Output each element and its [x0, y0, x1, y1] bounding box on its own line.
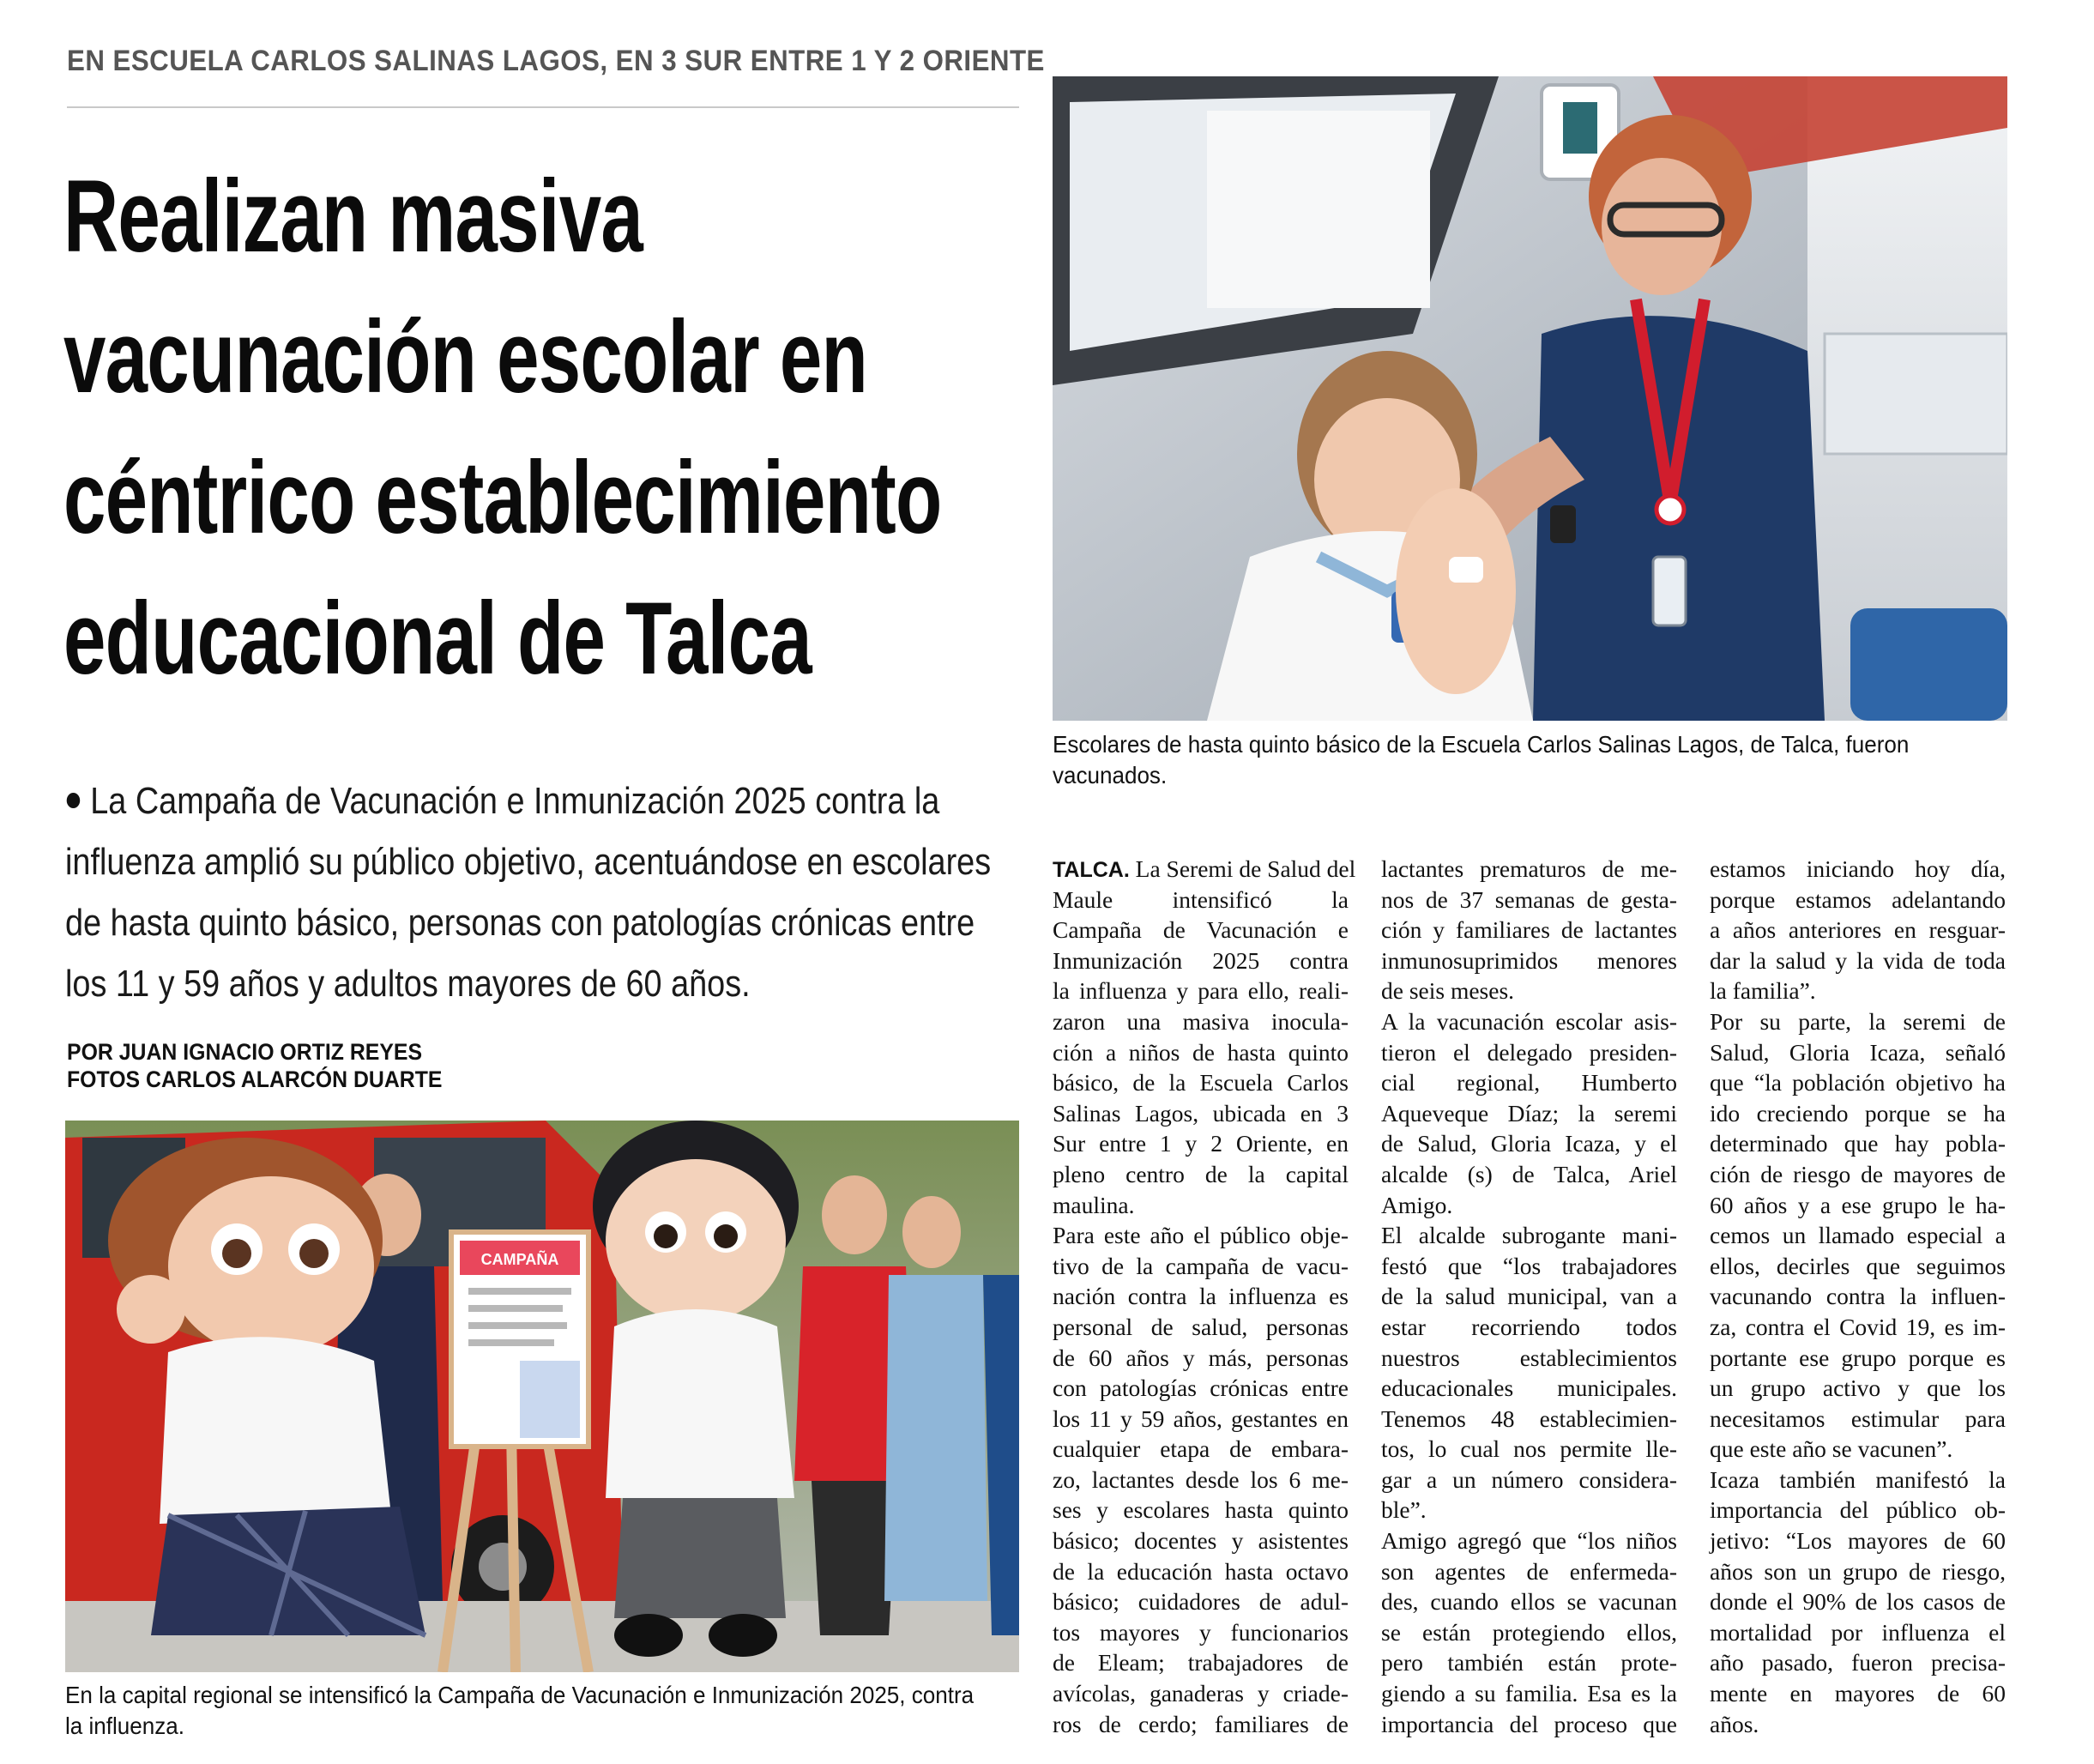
- article-line: tos mayores y funcionarios: [1053, 1618, 1349, 1646]
- article-line: un grupo activo y que los: [1710, 1374, 2006, 1402]
- article-line: ses y escolares hasta quinto: [1053, 1496, 1349, 1524]
- article-line: de seis meses.: [1381, 977, 1515, 1005]
- article-line: ros de cerdo; familiares de: [1053, 1710, 1349, 1737]
- article-line: básico; docentes y asistentes: [1053, 1527, 1349, 1555]
- article-line: nuestros establecimientos: [1381, 1344, 1677, 1371]
- article-line: tieron el delegado presiden-: [1381, 1038, 1677, 1066]
- headline-line: céntrico establecimiento: [63, 440, 942, 555]
- article-line: se están protegiendo ellos,: [1381, 1618, 1677, 1646]
- article-line: dar la salud y la vida de toda: [1710, 946, 2006, 974]
- poster-title: CAMPAÑA: [480, 1251, 559, 1268]
- article-line: básico, de la Escuela Carlos: [1053, 1069, 1349, 1096]
- article-line: estar recorriendo todos: [1381, 1313, 1677, 1340]
- article-column-1: [1053, 854, 1356, 1739]
- article-line: Aqueveque Díaz; la seremi: [1381, 1099, 1677, 1127]
- lead-line: influenza amplió su público objetivo, acentuándose en escolares: [65, 841, 992, 883]
- article-line: Tenemos 48 establecimien-: [1381, 1405, 1677, 1432]
- article-line: de 60 años y más, personas: [1053, 1344, 1349, 1371]
- lead-line-text: La Campaña de Vacunación e Inmunización 2025 contra la: [90, 780, 940, 822]
- article-line: alcalde (s) de Talca, Ariel: [1381, 1160, 1677, 1187]
- article-line: avícolas, ganaderas y criade-: [1053, 1680, 1349, 1707]
- dateline: TALCA.: [1053, 858, 1130, 882]
- article-line: El alcalde subrogante mani-: [1381, 1222, 1677, 1249]
- article-line: donde el 90% de los casos de: [1710, 1588, 2006, 1616]
- article-line: cualquier etapa de embara-: [1053, 1435, 1349, 1463]
- article-line: años.: [1710, 1710, 1759, 1737]
- bottom-photo-caption: [65, 1680, 1019, 1742]
- article-line: zo, lactantes desde los 6 me-: [1053, 1465, 1349, 1493]
- article-column-2: [1381, 854, 1677, 1739]
- article-line: ción de riesgo de mayores de: [1710, 1160, 2006, 1187]
- article-line: Amigo agregó que “los niños: [1381, 1527, 1677, 1555]
- article-line-text: La Seremi de Salud del: [1135, 855, 1356, 882]
- article-line: estamos iniciando hoy día,: [1710, 855, 2006, 882]
- article-line: con patologías crónicas entre: [1053, 1374, 1349, 1402]
- article-line: Para este año el público obje-: [1053, 1222, 1349, 1249]
- article-line: cemos un llamado especial a: [1710, 1222, 2006, 1249]
- article-line: son agentes de enfermeda-: [1381, 1557, 1677, 1585]
- article-line: importancia del proceso que: [1381, 1710, 1677, 1737]
- byline-photos: FOTOS CARLOS ALARCÓN DUARTE: [67, 1066, 443, 1092]
- article-line: Amigo.: [1381, 1191, 1453, 1218]
- article-line: lactantes prematuros de me-: [1381, 855, 1677, 882]
- article-line: maulina.: [1053, 1191, 1135, 1218]
- article-line: Sur entre 1 y 2 Oriente, en: [1053, 1130, 1349, 1157]
- lead-line: los 11 y 59 años y adultos mayores de 60 años.: [65, 963, 751, 1005]
- article-line: pleno centro de la capital: [1053, 1160, 1349, 1187]
- article-line: pero también están prote-: [1381, 1649, 1677, 1676]
- bullet-icon: [67, 793, 80, 808]
- article-line: personal de salud, personas: [1053, 1313, 1349, 1340]
- headline: [63, 146, 1024, 709]
- mascots-photo: [65, 1121, 1019, 1672]
- article-line: des, cuando ellos se vacunan: [1381, 1588, 1677, 1616]
- article-line: años son un grupo de riesgo,: [1710, 1557, 2006, 1585]
- vaccination-photo-illustration: [1053, 76, 2007, 721]
- kicker-divider: [67, 106, 1019, 108]
- lead-line: [65, 770, 940, 831]
- article-line: Icaza también manifestó la: [1710, 1465, 2006, 1493]
- article-line: [1053, 854, 1356, 885]
- article-line: nación contra la influenza es: [1053, 1283, 1349, 1310]
- article-line: de Salud, Gloria Icaza, y el: [1381, 1130, 1677, 1157]
- article-line: que este año se vacunen”.: [1710, 1435, 1953, 1463]
- article-line: A la vacunación escolar asis-: [1381, 1007, 1677, 1035]
- headline-line: vacunación escolar en: [63, 299, 868, 414]
- article-line: 60 años y a ese grupo le ha-: [1710, 1191, 2006, 1218]
- article-line: festó que “los trabajadores: [1381, 1252, 1677, 1279]
- article-line: zaron una masiva inocula-: [1053, 1007, 1349, 1035]
- headline-line: Realizan masiva: [63, 159, 643, 274]
- article-line: ción y familiares de lactantes: [1381, 916, 1677, 944]
- caption-line: Escolares de hasta quinto básico de la Escuela Carlos Salinas Lagos, de Talca, fueron: [1053, 731, 1910, 758]
- lead-paragraph: [65, 770, 1026, 1014]
- article-line: portante ese grupo porque es: [1710, 1344, 2006, 1371]
- article-line: de Eleam; trabajadores de: [1053, 1649, 1349, 1676]
- caption-line: vacunados.: [1053, 762, 1168, 788]
- article-line: mortalidad por influenza el: [1710, 1618, 2006, 1646]
- article-line: tivo de la campaña de vacu-: [1053, 1252, 1349, 1279]
- article-line: ellos, decirles que seguimos: [1710, 1252, 2006, 1279]
- article-line: Maule intensificó la: [1053, 885, 1349, 913]
- article-line: porque estamos adelantando: [1710, 885, 2006, 913]
- article-line: Salud, Gloria Icaza, señaló: [1710, 1038, 2006, 1066]
- article-line: Salinas Lagos, ubicada en 3: [1053, 1099, 1349, 1127]
- article-line: que “la población objetivo ha: [1710, 1069, 2006, 1096]
- caption-line: En la capital regional se intensificó la Campaña de Vacunación e Inmunización 2025, contra: [65, 1682, 975, 1708]
- article-line: vacunando contra la influen-: [1710, 1283, 2006, 1310]
- section-kicker: EN ESCUELA CARLOS SALINAS LAGOS, EN 3 SUR ENTRE 1 Y 2 ORIENTE: [67, 45, 1045, 77]
- article-line: de la salud municipal, van a: [1381, 1283, 1677, 1310]
- article-line: mente en mayores de 60: [1710, 1680, 2006, 1707]
- article-line: de la educación hasta octavo: [1053, 1557, 1349, 1585]
- mascots-photo-illustration: [65, 1121, 1019, 1672]
- article-line: gar a un número considera-: [1381, 1465, 1677, 1493]
- article-line: la influenza y para ello, reali-: [1053, 977, 1349, 1005]
- article-line: a años anteriores en resguar-: [1710, 916, 2006, 944]
- vaccination-photo: [1053, 76, 2007, 721]
- article-line: Campaña de Vacunación e: [1053, 916, 1349, 944]
- article-line: za, contra el Covid 19, es im-: [1710, 1313, 2006, 1340]
- article-line: giendo a su familia. Esa es la: [1381, 1680, 1677, 1707]
- caption-line: la influenza.: [65, 1713, 184, 1739]
- article-line: los 11 y 59 años, gestantes en: [1053, 1405, 1349, 1432]
- article-line: Inmunización 2025 contra: [1053, 946, 1349, 974]
- article-line: inmunosuprimidos menores: [1381, 946, 1677, 974]
- headline-line: educacional de Talca: [63, 581, 812, 696]
- article-line: básico; cuidadores de adul-: [1053, 1588, 1349, 1616]
- article-line: tos, lo cual nos permite lle-: [1381, 1435, 1677, 1463]
- article-line: necesitamos estimular para: [1710, 1405, 2006, 1432]
- article-line: jetivo: “Los mayores de 60: [1710, 1527, 2006, 1555]
- article-column-3: [1710, 854, 2006, 1739]
- article-line: cial regional, Humberto: [1381, 1069, 1677, 1096]
- article-line: educacionales municipales.: [1381, 1374, 1677, 1402]
- article-line: importancia del público ob-: [1710, 1496, 2006, 1524]
- top-photo-caption: [1053, 729, 2007, 791]
- article-line: ción a niños de hasta quinto: [1053, 1038, 1349, 1066]
- article-line: la familia”.: [1710, 977, 1816, 1005]
- article-line: año pasado, fueron precisa-: [1710, 1649, 2006, 1676]
- article-line: determinado que hay pobla-: [1710, 1130, 2006, 1157]
- article-line: ido creciendo porque se ha: [1710, 1099, 2006, 1127]
- article-line: ble”.: [1381, 1496, 1427, 1524]
- article-line: nos de 37 semanas de gesta-: [1381, 885, 1677, 913]
- lead-line: de hasta quinto básico, personas con patologías crónicas entre: [65, 902, 975, 944]
- article-line: Por su parte, la seremi de: [1710, 1007, 2006, 1035]
- byline-author: POR JUAN IGNACIO ORTIZ REYES: [67, 1039, 423, 1065]
